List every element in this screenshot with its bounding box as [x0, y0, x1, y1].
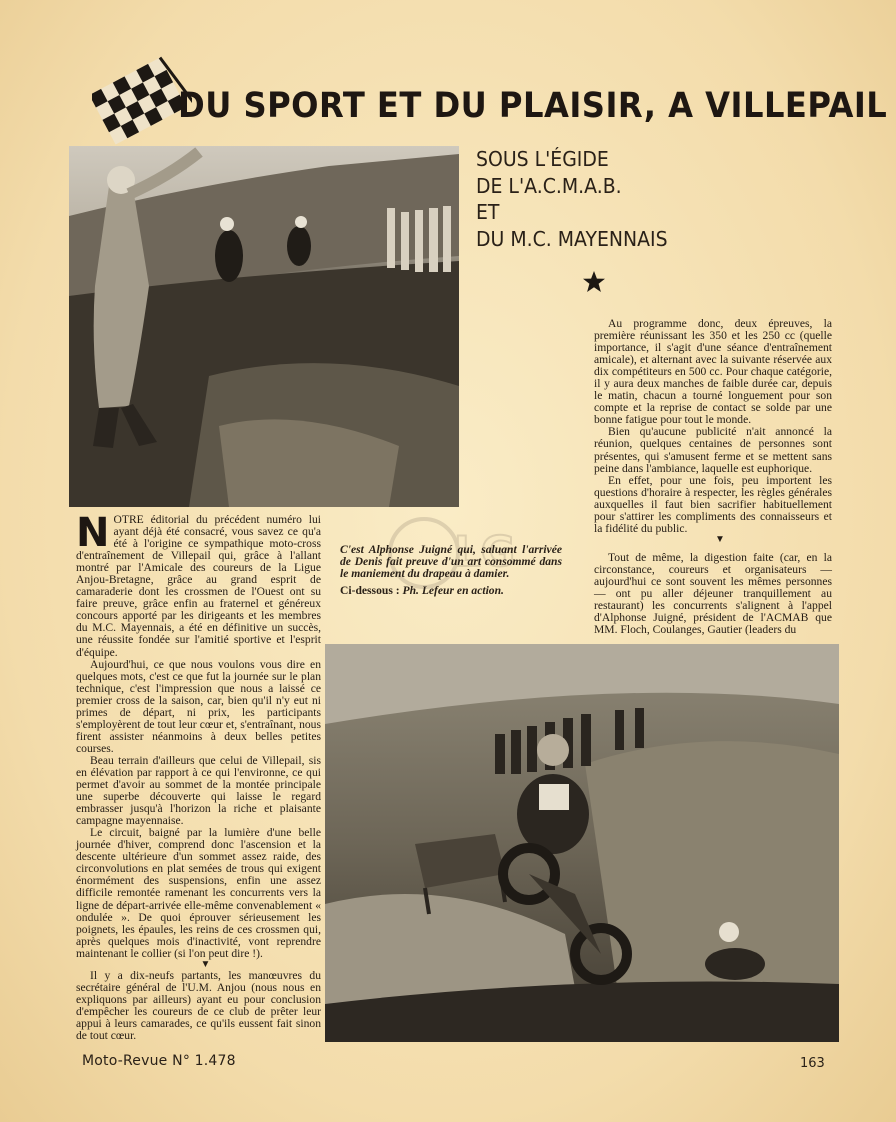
photo-caption — [340, 544, 562, 597]
issue-number: N° 1.478 — [172, 1053, 236, 1069]
svg-text:LG: LG — [454, 527, 516, 576]
paragraph: En effet, pour une fois, peu importent les questions d'horaire à respecter, les règles générales auxquelles il faut bien sacrifier habituellement pour s'attirer les compliments des connaisseurs et la fidélité du public. — [594, 473, 832, 535]
article-headline: DU SPORT ET DU PLAISIR, A VILLEPAIL — [178, 86, 888, 126]
paragraph: Au programme donc, deux épreuves, la première réunissant les 350 et les 250 cc (quelle importance, il s'agit d'une séance d'entraînement amicale), et alternant avec la suivante réservée aux dix compétiteurs en 500 cc. Pour chaque catégorie, il y aura deux manches de faible durée car, depuis le matin, chacun a tourné longuement pour son compte et la reprise de contact se solde par une bonne fatigue pour tout le monde. — [594, 317, 832, 427]
subtitle-line: DU M.C. MAYENNAIS — [476, 226, 668, 251]
photo-flag-official — [69, 146, 459, 507]
caption-sub-text: Ph. Lefeur en action. — [402, 583, 504, 597]
magazine-name: Moto-Revue — [82, 1053, 168, 1069]
article-column-right-top — [594, 318, 832, 545]
caption-sub-label: Ci-dessous : — [340, 583, 400, 597]
subtitle-line: SOUS L'ÉGIDE — [476, 147, 609, 171]
article-column-left — [76, 510, 321, 1042]
paragraph: Aujourd'hui, ce que nous voulons vous dire en quelques mots, c'est ce que fut la journée sur le plan technique, c'est l'impression que nous a laissé ce premier cross de la saison, car, bien qu'il n'y eut ni primes de départ, ni prix, les participants s'employèrent de tout leur cœur et, s'entraînant, nous firent assister néanmoins à deux belles petites courses. — [76, 657, 321, 755]
caption-sub — [340, 585, 562, 597]
article-column-right-bottom — [594, 552, 832, 636]
subtitle-line: ET — [476, 200, 500, 224]
photo-rider-jump — [325, 644, 839, 1042]
paragraph: Beau terrain d'ailleurs que celui de Villepail, sis en élévation par rapport à ce qui l'environne, ce qui permet d'avoir au sommet de la montée principale une superbe découverte qui laisse le regard embrasser jusqu'à l'horizon la riche et plaisante campagne mayennaise. — [76, 753, 321, 828]
paragraph: Bien qu'aucune publicité n'ait annoncé la réunion, quelques centaines de personnes sont présentes, qui s'amusent ferme et se mettent sans peine dans l'ambiance, laquelle est euphorique. — [594, 425, 832, 475]
paragraph: Tout de même, la digestion faite (car, en la circonstance, coureurs et organisateurs — aujourd'hui ce sont souvent les mêmes personnes — ont pu aller déjeuner tranquillement au restaurant) les concurrents s'alignent à l'appel d'Alphonse Juigné, président de l'ACMAB que MM. Floch, Coulanges, Gautier (leaders du — [594, 551, 832, 637]
paragraph: Le circuit, baigné par la lumière d'une belle journée d'hiver, comprend donc l'ascension et la descente ultérieure d'un sommet assez raide, des circonvolutions en plat semées de trous qui exigent énormément des suspensions, enfin une assez difficile remontée ramenant les concurrents vers la ligne de départ-arrivée elle-même convenablement « ondulée ». De quoi éprouver sérieusement les poignets, les épaules, les reins de ces crossmen qui, après quelques mois d'inactivité, vont reprendre maintenant le collier (si l'on peut dire !). — [76, 826, 321, 960]
page-number: 163 — [800, 1056, 825, 1071]
caption-main: C'est Alphonse Juigné qui, saluant l'arrivée de Denis fait preuve d'un art consommé dans le maniement du drapeau à damier. — [340, 543, 562, 581]
paragraph: OTRE éditorial du précédent numéro lui ayant déjà été consacré, vous savez ce qu'a été à l'origine ce sympathique moto-cross d'entraînement de Villepail qui, grâce à l'allant montré par l'Amicale des coureurs de la Ligue Anjou-Bretagne, grâce au grand esprit de camaraderie dont les crossmen de l'Ouest ont su faire preuve, grâce enfin au fraternel et généreux concours apporté par les dirigeants et les membres du M.C. Mayennais, a été en définitive un succès, une réussite fondée sur l'amitié sportive et l'esprit d'équipe. — [76, 513, 321, 659]
paragraph: Il y a dix-neufs partants, les manœuvres du secrétaire général de l'U.M. Anjou (nous nous en expliquons par ailleurs) ayant eu pour conclusion d'empêcher les coureurs de ce club de prêter leur appui à leurs camarades, ce qu'ils eussent fait sinon de tout cœur. — [76, 968, 321, 1042]
drop-cap: N — [76, 510, 110, 556]
article-subtitle — [476, 146, 752, 252]
star-icon — [582, 270, 606, 294]
magazine-footer — [82, 1053, 236, 1069]
section-marker-icon: ▼ — [715, 533, 725, 545]
subtitle-line: DE L'A.C.M.A.B. — [476, 173, 622, 198]
section-marker-icon: ▼ — [200, 958, 211, 970]
